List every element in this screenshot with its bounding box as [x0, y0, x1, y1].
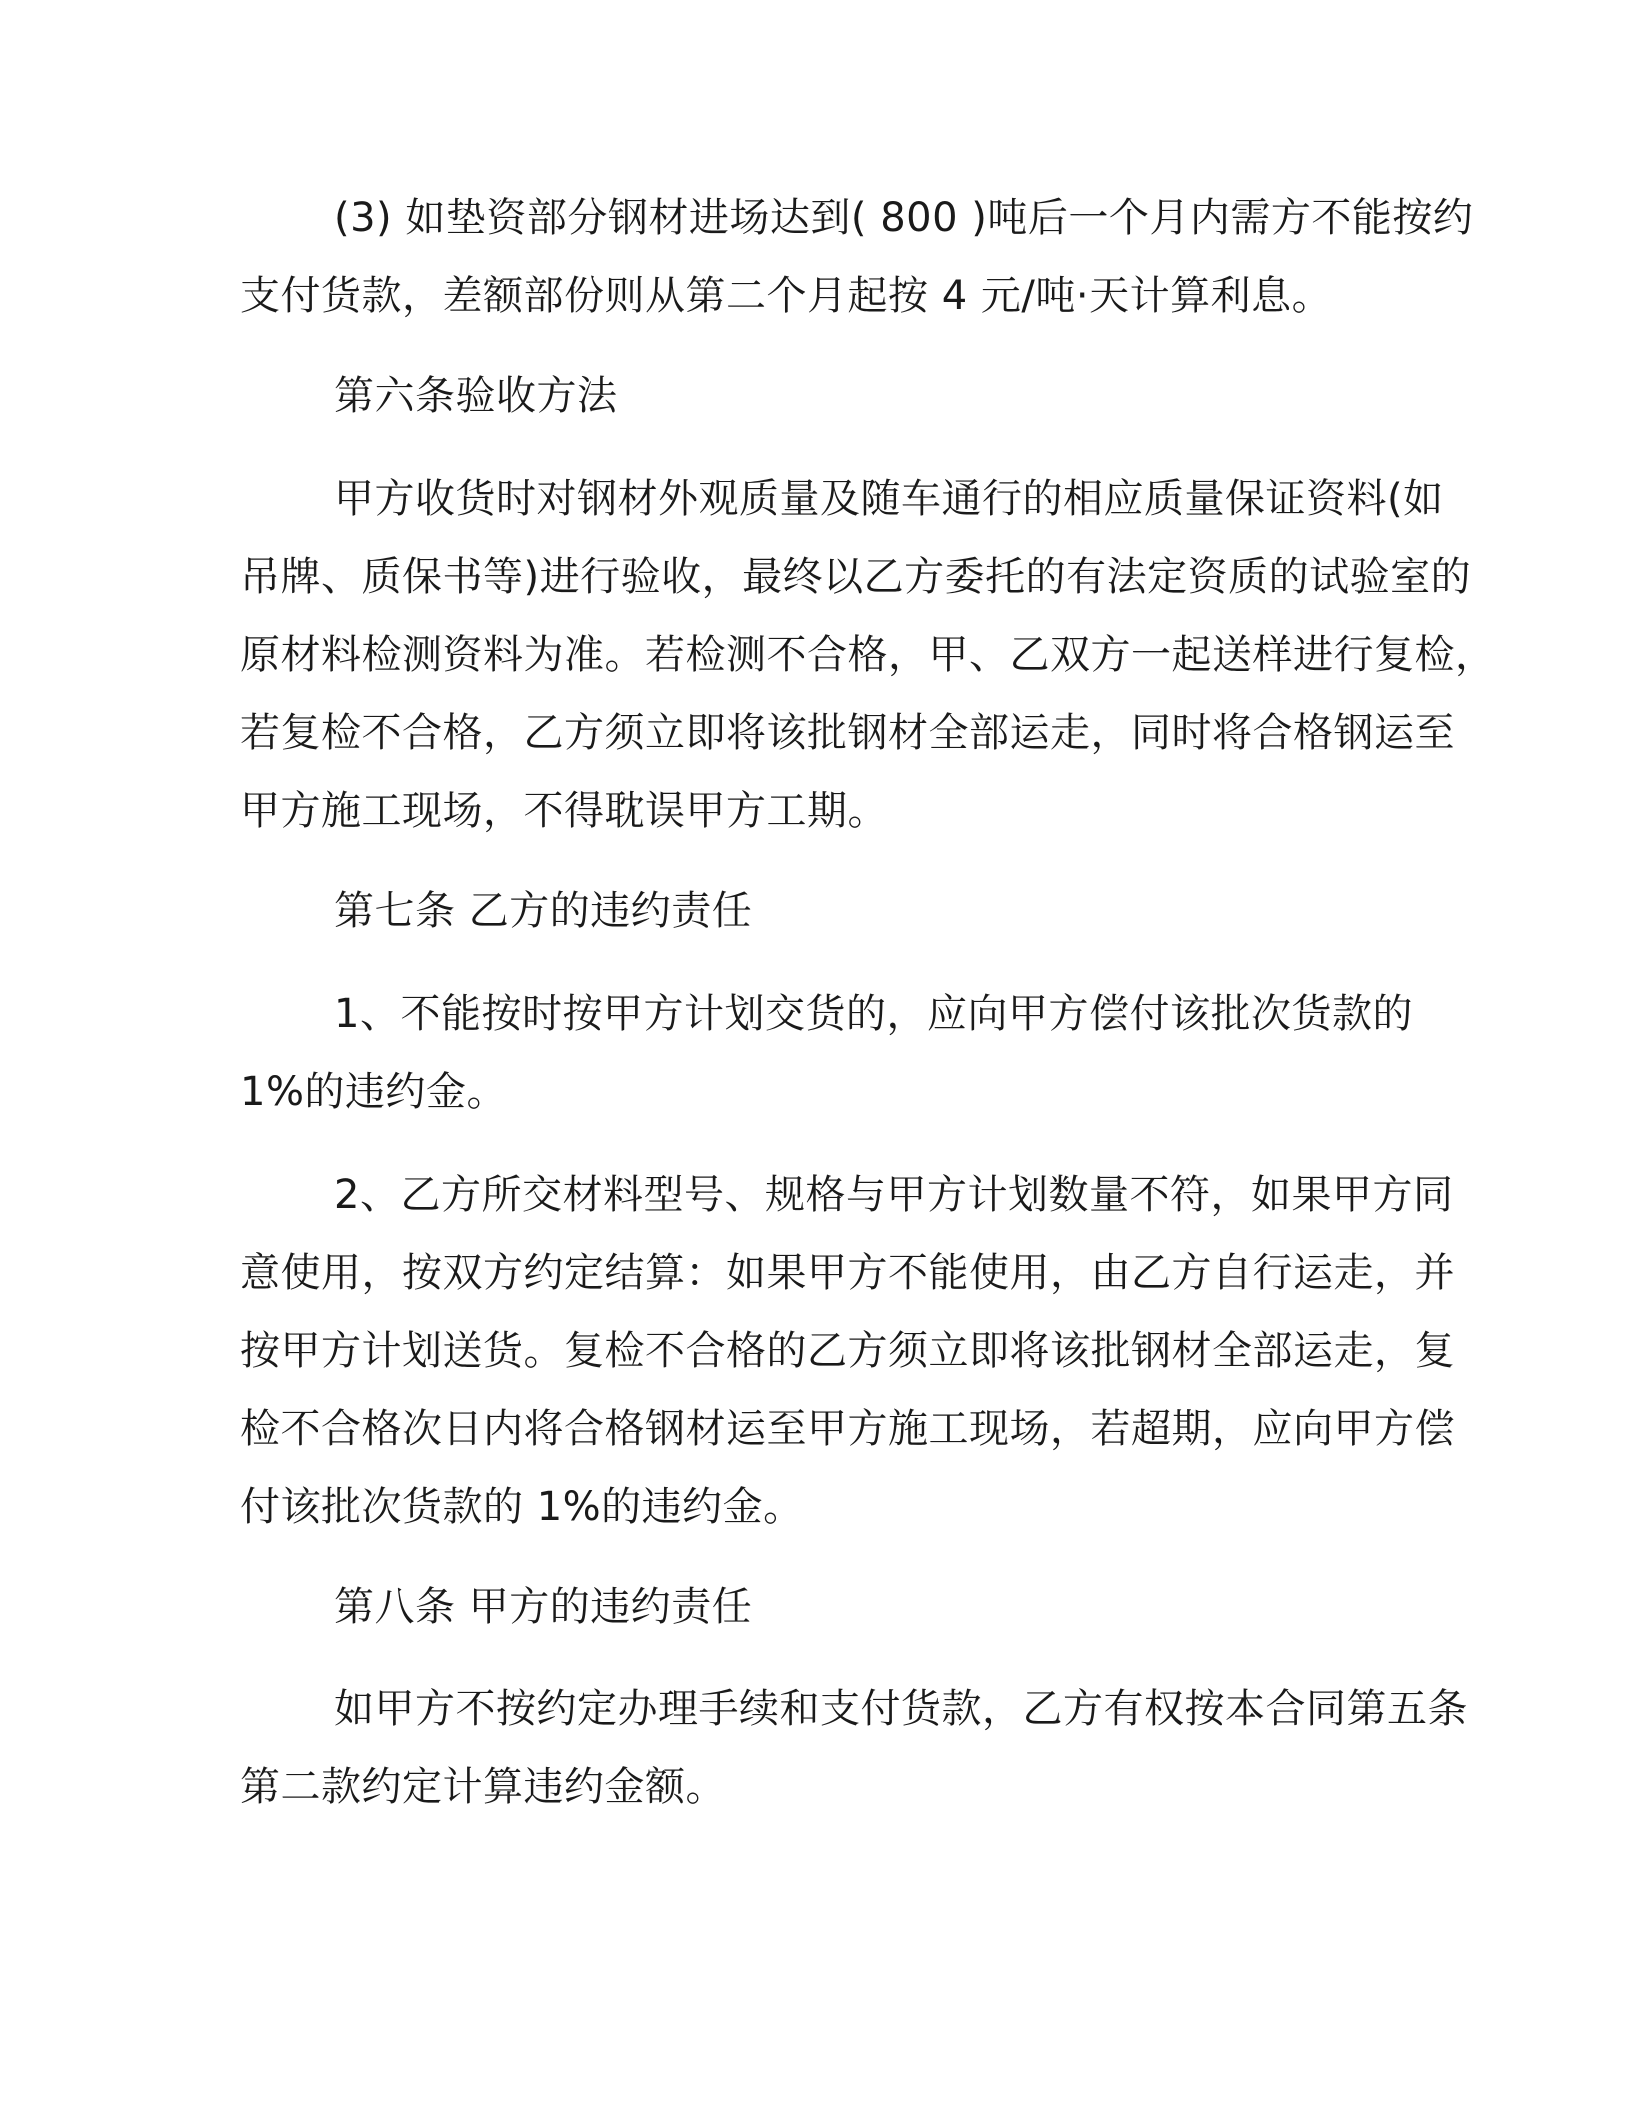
- text-line: 按甲方计划送货。复检不合格的乙方须立即将该批钢材全部运走，复: [240, 1328, 1455, 1374]
- text-line: 原材料检测资料为准。若检测不合格，甲、乙双方一起送样进行复检，: [240, 632, 1496, 678]
- text-line: 甲方收货时对钢材外观质量及随车通行的相应质量保证资料(如: [334, 476, 1444, 522]
- text-line: (3) 如垫资部分钢材进场达到( 800 )吨后一个月内需方不能按约: [334, 195, 1474, 241]
- paragraph-advance-payment-interest: [240, 179, 1474, 335]
- text-line: 检不合格次日内将合格钢材运至甲方施工现场，若超期，应向甲方偿: [240, 1406, 1455, 1452]
- paragraph-nonconforming-material: [240, 1156, 1455, 1546]
- paragraph-acceptance-method: [240, 460, 1496, 850]
- text-line: 若复检不合格，乙方须立即将该批钢材全部运走，同时将合格钢运至: [240, 710, 1455, 756]
- paragraph-party-a-liability: [240, 1670, 1468, 1826]
- heading-article-8: 第八条 甲方的违约责任: [334, 1584, 753, 1630]
- heading-article-6: 第六条验收方法: [334, 373, 618, 419]
- text-line: 支付货款，差额部份则从第二个月起按 4 元/吨·天计算利息。: [240, 273, 1333, 319]
- text-line: 第二款约定计算违约金额。: [240, 1764, 726, 1810]
- text-line: 1%的违约金。: [240, 1069, 507, 1115]
- paragraph-late-delivery-penalty: [240, 975, 1413, 1131]
- text-line: 意使用，按双方约定结算：如果甲方不能使用，由乙方自行运走，并: [240, 1250, 1455, 1296]
- text-line: 吊牌、质保书等)进行验收，最终以乙方委托的有法定资质的试验室的: [240, 554, 1472, 600]
- text-line: 甲方施工现场，不得耽误甲方工期。: [240, 788, 888, 834]
- text-line: 如甲方不按约定办理手续和支付货款，乙方有权按本合同第五条: [334, 1686, 1468, 1732]
- text-line: 1、不能按时按甲方计划交货的，应向甲方偿付该批次货款的: [334, 991, 1413, 1037]
- text-line: 付该批次货款的 1%的违约金。: [240, 1484, 804, 1530]
- heading-article-7: 第七条 乙方的违约责任: [334, 888, 753, 934]
- text-line: 2、乙方所交材料型号、规格与甲方计划数量不符，如果甲方同: [334, 1172, 1454, 1218]
